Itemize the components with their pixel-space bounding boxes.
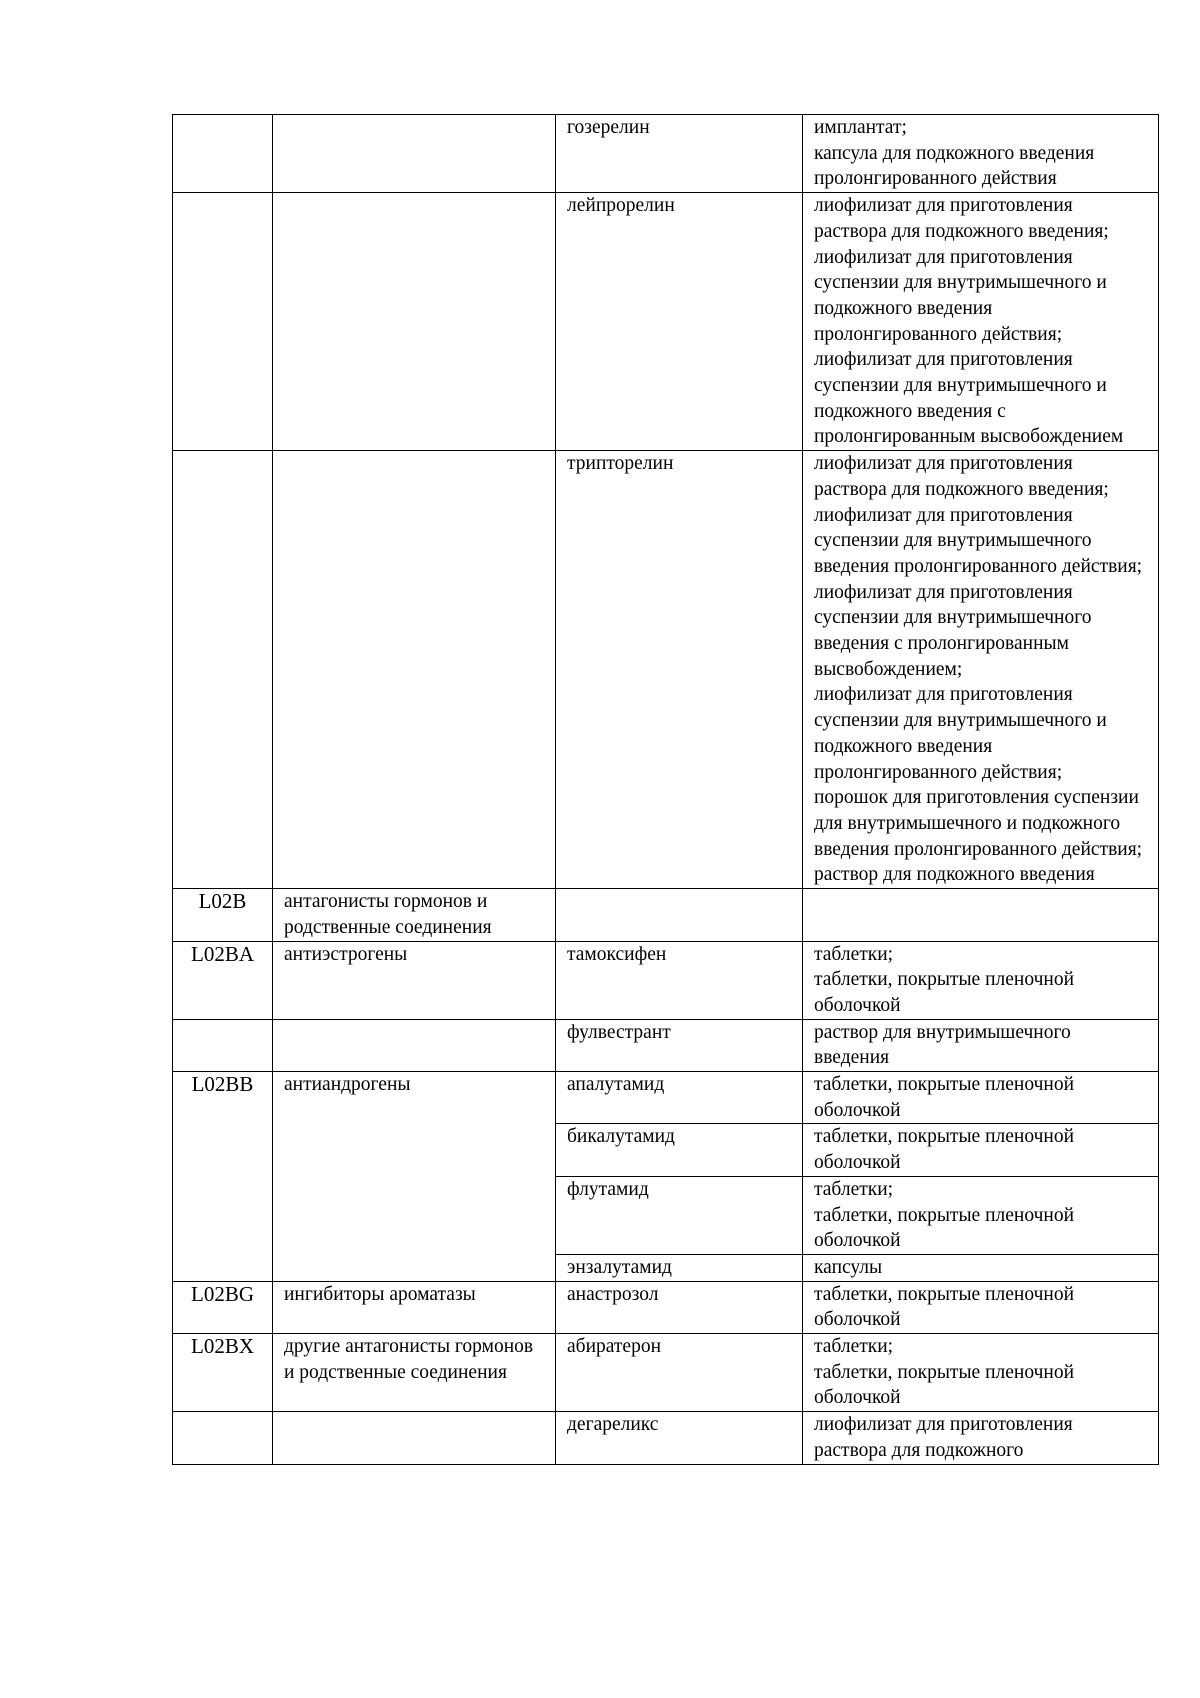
form-cell: капсулы: [803, 1254, 1159, 1281]
group-cell: другие антагонисты гормонов и родственные соединения: [273, 1334, 556, 1412]
group-cell: [273, 115, 556, 193]
table-row: [173, 1072, 1159, 1124]
drug-cell: анастрозол: [556, 1281, 803, 1333]
form-cell: имплантат; капсула для подкожного введения пролонгированного действия: [803, 115, 1159, 193]
form-cell: таблетки; таблетки, покрытые пленочной оболочкой: [803, 1176, 1159, 1254]
drug-cell: фулвестрант: [556, 1019, 803, 1071]
table-row: [173, 451, 1159, 889]
table-row: [173, 193, 1159, 451]
drug-cell: апалутамид: [556, 1072, 803, 1124]
form-cell: лиофилизат для приготовления раствора для подкожного: [803, 1412, 1159, 1464]
drug-cell: энзалутамид: [556, 1254, 803, 1281]
form-cell: [803, 889, 1159, 941]
atc-code-cell: [173, 193, 273, 451]
group-cell: [273, 451, 556, 889]
atc-code-cell: [173, 115, 273, 193]
table-row: [173, 1334, 1159, 1412]
atc-code-cell: [173, 1412, 273, 1464]
group-cell: [273, 193, 556, 451]
form-cell: раствор для внутримышечного введения: [803, 1019, 1159, 1071]
table-row: [173, 1019, 1159, 1071]
drug-cell: трипторелин: [556, 451, 803, 889]
drug-cell: абиратерон: [556, 1334, 803, 1412]
form-cell: лиофилизат для приготовления раствора для подкожного введения; лиофилизат для приготовления суспензии для внутримышечного и подкожного введения пролонгированного действия; лиофилизат для приготовления суспензии для внутримышечного и подкожного введения с пролонгированным высвобождением: [803, 193, 1159, 451]
atc-code-cell: L02BB: [173, 1072, 273, 1282]
table-row: [173, 941, 1159, 1019]
form-cell: таблетки; таблетки, покрытые пленочной оболочкой: [803, 941, 1159, 1019]
group-cell: [273, 1019, 556, 1071]
form-cell: таблетки; таблетки, покрытые пленочной оболочкой: [803, 1334, 1159, 1412]
atc-code-cell: L02BG: [173, 1281, 273, 1333]
form-cell: таблетки, покрытые пленочной оболочкой: [803, 1281, 1159, 1333]
drug-cell: [556, 889, 803, 941]
group-cell: [273, 1412, 556, 1464]
atc-code-cell: L02B: [173, 889, 273, 941]
drug-cell: лейпрорелин: [556, 193, 803, 451]
group-cell: антиандрогены: [273, 1072, 556, 1282]
atc-code-cell: L02BX: [173, 1334, 273, 1412]
table-row: [173, 115, 1159, 193]
table-row: [173, 1281, 1159, 1333]
drug-cell: бикалутамид: [556, 1124, 803, 1176]
drug-cell: дегареликс: [556, 1412, 803, 1464]
atc-code-cell: [173, 1019, 273, 1071]
form-cell: лиофилизат для приготовления раствора для подкожного введения; лиофилизат для приготовления суспензии для внутримышечного введения пролонгированного действия; лиофилизат для приготовления суспензии для внутримышечного введения с пролонгированным высвобождением; лиофилизат для приготовления суспензии для внутримышечного и подкожного введения пролонгированного действия; порошок для приготовления суспензии для внутримышечного и подкожного введения пролонгированного действия; раствор для подкожного введения: [803, 451, 1159, 889]
drug-cell: гозерелин: [556, 115, 803, 193]
form-cell: таблетки, покрытые пленочной оболочкой: [803, 1124, 1159, 1176]
form-cell: таблетки, покрытые пленочной оболочкой: [803, 1072, 1159, 1124]
drug-cell: флутамид: [556, 1176, 803, 1254]
atc-code-cell: [173, 451, 273, 889]
atc-code-cell: L02BA: [173, 941, 273, 1019]
drug-cell: тамоксифен: [556, 941, 803, 1019]
table-row: [173, 889, 1159, 941]
group-cell: антагонисты гормонов и родственные соединения: [273, 889, 556, 941]
group-cell: антиэстрогены: [273, 941, 556, 1019]
table-row: [173, 1412, 1159, 1464]
group-cell: ингибиторы ароматазы: [273, 1281, 556, 1333]
drug-table: [172, 114, 1159, 1465]
